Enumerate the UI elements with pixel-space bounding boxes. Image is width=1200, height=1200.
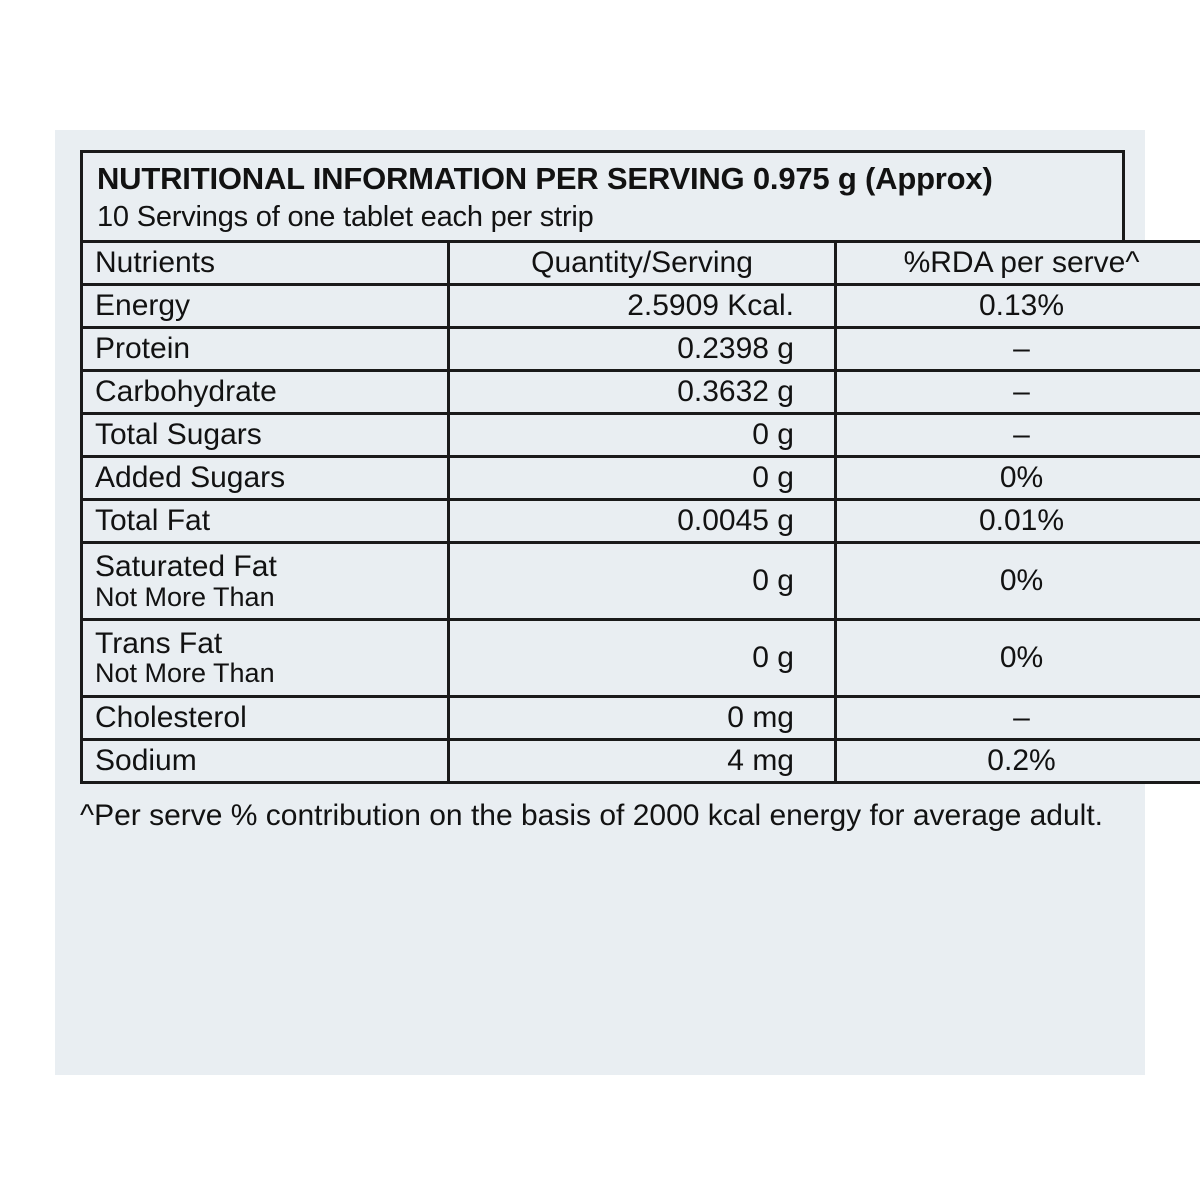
label-footnote: ^Per serve % contribution on the basis of 2000 kcal energy for average adult. — [80, 798, 1104, 832]
row-rda: 0.2% — [836, 739, 1200, 782]
row-quantity: 0.3632 g — [449, 371, 836, 414]
row-rda: – — [836, 414, 1200, 457]
row-rda: 0.01% — [836, 500, 1200, 543]
row-name-qualifier: Not More Than — [95, 581, 275, 612]
table-header-row — [82, 242, 1200, 285]
row-quantity: 0 g — [449, 414, 836, 457]
header-rda: %RDA per serve^ — [836, 242, 1200, 285]
row-rda: 0% — [836, 457, 1200, 500]
row-name: Protein — [82, 328, 449, 371]
nutrition-table-body — [82, 242, 1200, 783]
table-row — [82, 328, 1200, 371]
row-rda: 0% — [836, 543, 1200, 620]
table-row — [82, 285, 1200, 328]
row-name: Total Sugars — [82, 414, 449, 457]
row-name: Trans Fat — [95, 626, 223, 660]
row-name: Carbohydrate — [82, 371, 449, 414]
row-quantity: 0.0045 g — [449, 500, 836, 543]
row-quantity: 0 g — [449, 543, 836, 620]
row-name: Added Sugars — [82, 457, 449, 500]
row-quantity: 0.2398 g — [449, 328, 836, 371]
row-name-group — [82, 619, 449, 696]
row-name-qualifier: Not More Than — [95, 658, 275, 689]
header-quantity: Quantity/Serving — [449, 242, 836, 285]
row-name: Cholesterol — [82, 696, 449, 739]
row-quantity: 0 mg — [449, 696, 836, 739]
table-row — [82, 414, 1200, 457]
row-quantity: 2.5909 Kcal. — [449, 285, 836, 328]
row-name: Sodium — [82, 739, 449, 782]
table-row — [82, 619, 1200, 696]
row-rda: 0.13% — [836, 285, 1200, 328]
row-rda: – — [836, 328, 1200, 371]
table-row — [82, 371, 1200, 414]
row-rda: – — [836, 371, 1200, 414]
row-rda: 0% — [836, 619, 1200, 696]
label-heading — [80, 150, 1125, 240]
row-quantity: 4 mg — [449, 739, 836, 782]
label-content — [80, 150, 1140, 1060]
row-rda: – — [836, 696, 1200, 739]
row-name: Total Fat — [82, 500, 449, 543]
heading-primary: NUTRITIONAL INFORMATION PER SERVING 0.975 g (Approx) — [97, 161, 993, 196]
table-row — [82, 739, 1200, 782]
nutrition-table — [80, 240, 1200, 784]
header-nutrients: Nutrients — [82, 242, 449, 285]
table-row — [82, 457, 1200, 500]
row-name: Energy — [82, 285, 449, 328]
table-row — [82, 500, 1200, 543]
row-name-group — [82, 543, 449, 620]
table-row — [82, 696, 1200, 739]
row-name: Saturated Fat — [95, 550, 277, 583]
heading-secondary: 10 Servings of one tablet each per strip — [97, 201, 594, 233]
table-row — [82, 543, 1200, 620]
row-quantity: 0 g — [449, 619, 836, 696]
row-quantity: 0 g — [449, 457, 836, 500]
